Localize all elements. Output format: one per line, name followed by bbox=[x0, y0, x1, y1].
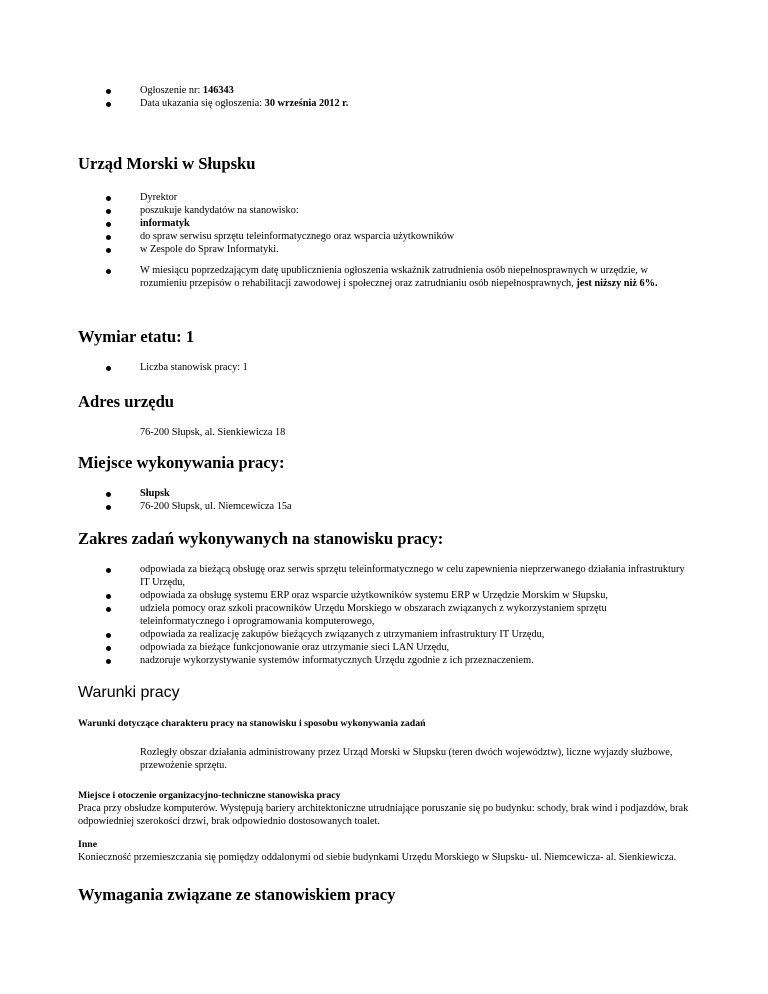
list-item: 76-200 Słupsk, ul. Niemcewicza 15a bbox=[106, 500, 686, 513]
conditions-character-text: Rozległy obszar działania administrowany przez Urząd Morski w Słupsku (teren dwóch województw), liczne wyjazdy służbowe, przewożenie sprzętu. bbox=[140, 747, 673, 771]
office-address-heading: Adres urzędu bbox=[78, 392, 175, 411]
conditions-character-heading: Warunki dotyczące charakteru pracy na stanowisku i sposobu wykonywania zadań bbox=[78, 718, 426, 729]
office-address-text: 76-200 Słupsk, al. Sienkiewicza 18 bbox=[140, 427, 286, 438]
posting-meta-list bbox=[106, 84, 686, 110]
conditions-environment: Miejsce i otoczenie organizacyjno-techniczne stanowiska pracy Praca przy obsłudze komputerów. Występują bariery architektoniczne utrudniające poruszanie się po budynku: schody, brak wind i podjazdów, brak odpowiedniej szerokości drzwi, brak odpowiednio dostosowanych toalet. bbox=[78, 790, 689, 827]
list-item: Dyrektor bbox=[106, 191, 686, 204]
workplace-heading: Miejsce wykonywania pracy: bbox=[78, 453, 285, 472]
fte-list bbox=[106, 361, 686, 374]
employer-heading: Urząd Morski w Słupsku bbox=[78, 154, 256, 173]
conditions-other: Inne Konieczność przemieszczania się pomiędzy oddalonymi od siebie budynkami Urzędu Morskiego w Słupsku- ul. Niemcewicza- al. Sienkiewicza. bbox=[78, 839, 677, 863]
duties-list bbox=[106, 563, 686, 667]
fte-heading: Wymiar etatu: 1 bbox=[78, 327, 195, 346]
list-item: nadzoruje wykorzystywanie systemów informatycznych Urzędu zgodnie z ich przeznaczeniem. bbox=[106, 654, 686, 667]
list-item: w Zespole do Spraw Informatyki. bbox=[106, 243, 686, 256]
list-item: Liczba stanowisk pracy: 1 bbox=[106, 361, 686, 374]
list-item: do spraw serwisu sprzętu teleinformatycznego oraz wsparcia użytkowników bbox=[106, 230, 686, 243]
conditions-heading: Warunki pracy bbox=[78, 684, 180, 701]
position-list bbox=[106, 191, 686, 256]
list-item: odpowiada za bieżącą obsługę oraz serwis sprzętu teleinformatycznego w celu zapewnienia nieprzerwanego działania infrastruktury IT Urzędu, bbox=[106, 563, 686, 589]
disability-note: W miesiącu poprzedzającym datę upublicznienia ogłoszenia wskaźnik zatrudnienia osób niepełnosprawnych w urzędzie, w rozumieniu przepisów o rehabilitacji zawodowej i społecznej oraz zatrudnianiu osób niepełnosprawnych, jest niższy niż 6%. bbox=[106, 264, 686, 290]
disability-note-list bbox=[106, 264, 686, 290]
list-item: odpowiada za realizację zakupów bieżących związanych z utrzymaniem infrastruktury IT Urzędu, bbox=[106, 628, 686, 641]
requirements-heading: Wymagania związane ze stanowiskiem pracy bbox=[78, 885, 396, 904]
list-item: Słupsk bbox=[106, 487, 686, 500]
list-item: odpowiada za bieżące funkcjonowanie oraz utrzymanie sieci LAN Urzędu, bbox=[106, 641, 686, 654]
list-item: poszukuje kandydatów na stanowisko: bbox=[106, 204, 686, 217]
list-item: informatyk bbox=[106, 217, 686, 230]
list-item: Ogłoszenie nr: 146343 bbox=[106, 84, 686, 97]
workplace-list bbox=[106, 487, 686, 513]
duties-heading: Zakres zadań wykonywanych na stanowisku pracy: bbox=[78, 529, 444, 548]
list-item: odpowiada za obsługę systemu ERP oraz wsparcie użytkowników systemu ERP w Urzędzie Morskim w Słupsku, bbox=[106, 589, 686, 602]
list-item: Data ukazania się ogłoszenia: 30 września 2012 r. bbox=[106, 97, 686, 110]
list-item: udziela pomocy oraz szkoli pracowników Urzędu Morskiego w obszarach związanych z wykorzystaniem sprzętu teleinformatycznego i oprogramowania komputerowego, bbox=[106, 602, 686, 628]
